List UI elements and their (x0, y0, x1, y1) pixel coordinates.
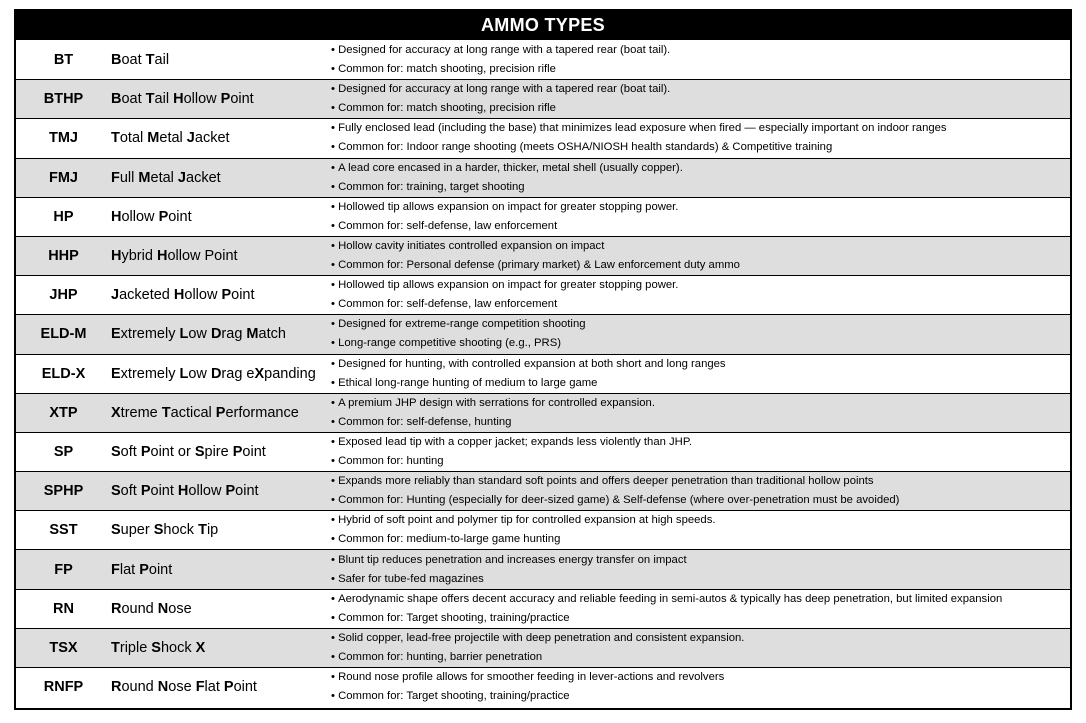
description-line: • Common for: Target shooting, training/practice (331, 609, 1070, 628)
ammo-code: ELD-M (40, 326, 87, 343)
ammo-name-initial: N (157, 600, 169, 617)
ammo-name-rest: ose (168, 600, 192, 617)
ammo-name-initial: R (111, 679, 122, 696)
ammo-name-initial: H (156, 248, 168, 265)
ammo-description (329, 629, 1070, 667)
ammo-name-initial: D (210, 326, 222, 343)
description-line: • Common for: hunting (331, 452, 1070, 471)
description-line: • Common for: Indoor range shooting (meets OSHA/NIOSH health standards) & Competitive training (331, 138, 1070, 157)
ammo-name-initial: P (232, 443, 243, 460)
ammo-types-chart (14, 9, 1072, 710)
ammo-name-rest: oat (121, 91, 146, 108)
ammo-name-initial: H (173, 91, 184, 108)
ammo-description (329, 472, 1070, 510)
ammo-name-initial: L (179, 365, 189, 382)
ammo-name-rest: ip (206, 522, 219, 539)
ammo-name-initial: M (147, 130, 160, 147)
ammo-name-rest: acket (194, 130, 230, 147)
description-line: • Ethical long-range hunting of medium to large game (331, 374, 1070, 393)
ammo-description (329, 668, 1070, 706)
ammo-name (111, 511, 329, 549)
ammo-description (329, 40, 1070, 79)
ammo-description (329, 315, 1070, 353)
ammo-name-rest: xtremely (120, 326, 180, 343)
description-line: • Solid copper, lead-free projectile with deep penetration and consistent expansion. (331, 629, 1070, 648)
ammo-name-rest: ose (168, 679, 196, 696)
ammo-name-initial: X (111, 404, 121, 421)
ammo-row (16, 589, 1070, 628)
description-line: • Designed for extreme-range competition shooting (331, 315, 1070, 334)
ammo-name (111, 159, 329, 197)
description-line: • Designed for hunting, with controlled expansion at both short and long ranges (331, 355, 1070, 374)
ammo-name-initial: S (111, 483, 121, 500)
ammo-name-initial: B (111, 51, 122, 68)
ammo-name-rest: hock (160, 639, 196, 656)
ammo-name-initial: S (111, 522, 121, 539)
ammo-row (16, 40, 1070, 79)
description-line: • Common for: training, target shooting (331, 178, 1070, 197)
ammo-name-rest: oint (168, 208, 192, 225)
ammo-name-rest: etal (159, 130, 187, 147)
description-line: • Common for: match shooting, precision rifle (331, 99, 1070, 118)
ammo-name-rest: oint (230, 91, 254, 108)
description-line: • Designed for accuracy at long range with a tapered rear (boat tail). (331, 41, 1070, 60)
description-line: • Common for: Hunting (especially for deer-sized game) & Self-defense (where over-penetration must be avoided) (331, 491, 1070, 510)
description-line: • Blunt tip reduces penetration and increases energy transfer on impact (331, 551, 1070, 570)
ammo-description (329, 80, 1070, 118)
ammo-code: RNFP (43, 679, 84, 696)
ammo-row (16, 667, 1070, 706)
description-line: • Long-range competitive shooting (e.g., PRS) (331, 334, 1070, 353)
ammo-name-initial: B (111, 91, 122, 108)
ammo-name-initial: T (145, 51, 155, 68)
description-line: • Fully enclosed lead (including the base) that minimizes lead exposure when fired — especially important on indoor ranges (331, 119, 1070, 138)
ammo-code: HP (53, 208, 74, 225)
ammo-name-initial: P (140, 483, 151, 500)
ammo-code: TSX (49, 639, 78, 656)
ammo-row (16, 354, 1070, 393)
ammo-name-rest: etal (150, 169, 178, 186)
ammo-name-initial: M (246, 326, 259, 343)
ammo-name-rest: ollow (183, 91, 221, 108)
ammo-name-rest: Point (204, 248, 238, 265)
ammo-row (16, 549, 1070, 588)
description-line: • Hollowed tip allows expansion on impact for greater stopping power. (331, 198, 1070, 217)
ammo-name-rest: ound (121, 679, 158, 696)
ammo-name-initial: H (111, 248, 122, 265)
ammo-name-rest: ollow (188, 483, 226, 500)
ammo-name-rest: lat (204, 679, 224, 696)
ammo-name-rest: lat (119, 561, 140, 578)
ammo-name-rest: ollow (121, 208, 159, 225)
description-line: • Aerodynamic shape offers decent accuracy and reliable feeding in semi-autos & typically has deep penetration, but limited expansion (331, 590, 1070, 609)
description-line: • Common for: self-defense, law enforcement (331, 295, 1070, 314)
ammo-row (16, 628, 1070, 667)
ammo-name-initial: E (111, 365, 121, 382)
description-line: • Common for: Personal defense (primary market) & Law enforcement duty ammo (331, 256, 1070, 275)
ammo-name-initial: P (225, 483, 236, 500)
ammo-name (111, 472, 329, 510)
ammo-name-rest: ound (121, 600, 158, 617)
ammo-row (16, 158, 1070, 197)
description-line: • Common for: medium-to-large game hunting (331, 530, 1070, 549)
ammo-name-initial: P (221, 287, 232, 304)
ammo-name (111, 80, 329, 118)
ammo-name-initial: T (161, 404, 171, 421)
description-line: • Common for: self-defense, hunting (331, 413, 1070, 432)
ammo-name-initial: S (153, 522, 164, 539)
description-line: • Expands more reliably than standard soft points and offers deeper penetration than traditional hollow points (331, 472, 1070, 491)
ammo-name-rest: rag e (221, 365, 255, 382)
ammo-name-rest: oint (148, 561, 173, 578)
ammo-name (111, 394, 329, 432)
ammo-name-rest: acket (186, 169, 221, 186)
ammo-name-initial: F (195, 679, 205, 696)
ammo-name-initial: X (254, 365, 265, 382)
ammo-name-initial: P (140, 443, 151, 460)
ammo-name-rest: oat (121, 51, 146, 68)
ammo-name-rest: riple (119, 639, 152, 656)
ammo-code: SP (53, 443, 74, 460)
ammo-row (16, 471, 1070, 510)
ammo-description (329, 550, 1070, 588)
ammo-name-initial: M (138, 169, 151, 186)
ammo-row (16, 79, 1070, 118)
description-line: • Round nose profile allows for smoother feeding in lever-actions and revolvers (331, 668, 1070, 687)
ammo-code: FMJ (49, 169, 78, 186)
ammo-name-initial: H (177, 483, 189, 500)
ammo-code: XTP (49, 404, 78, 421)
ammo-name-initial: J (111, 287, 120, 304)
ammo-name (111, 668, 329, 706)
ammo-description (329, 590, 1070, 628)
description-line: • Common for: Target shooting, training/practice (331, 687, 1070, 706)
ammo-name-rest: ull (119, 169, 139, 186)
ammo-name-rest: ail (154, 91, 174, 108)
description-line: • Common for: match shooting, precision rifle (331, 60, 1070, 79)
ammo-row (16, 275, 1070, 314)
ammo-name-rest: xtremely (120, 365, 180, 382)
ammo-name-rest: acketed (119, 287, 174, 304)
ammo-name-rest: ow (188, 365, 211, 382)
ammo-name-initial: T (111, 639, 120, 656)
ammo-name-initial: H (111, 208, 122, 225)
ammo-name-initial: T (111, 130, 120, 147)
description-line: • Exposed lead tip with a copper jacket; expands less violently than JHP. (331, 433, 1070, 452)
ammo-name-initial: P (158, 208, 169, 225)
ammo-name-initial: J (186, 130, 195, 147)
ammo-description (329, 119, 1070, 157)
ammo-name (111, 237, 329, 275)
ammo-name-initial: P (223, 679, 234, 696)
ammo-description (329, 276, 1070, 314)
ammo-name (111, 590, 329, 628)
ammo-name-initial: L (179, 326, 189, 343)
ammo-description (329, 511, 1070, 549)
ammo-name (111, 315, 329, 353)
description-line: • Common for: hunting, barrier penetration (331, 648, 1070, 667)
description-line: • A lead core encased in a harder, thicker, metal shell (usually copper). (331, 159, 1070, 178)
ammo-row (16, 118, 1070, 157)
ammo-code: RN (53, 600, 74, 617)
ammo-name-initial: P (220, 91, 231, 108)
ammo-name-rest: oint or (150, 443, 195, 460)
ammo-name-rest: erformance (225, 404, 299, 421)
ammo-name (111, 198, 329, 236)
ammo-name-rest: ail (154, 51, 170, 68)
ammo-name-initial: S (111, 443, 121, 460)
ammo-name-rest: rag (221, 326, 247, 343)
ammo-name-initial: F (111, 169, 120, 186)
ammo-name-rest: oint (235, 483, 259, 500)
ammo-row (16, 510, 1070, 549)
ammo-name-rest: oint (231, 287, 255, 304)
ammo-name (111, 550, 329, 588)
ammo-name-rest: ybrid (121, 248, 157, 265)
ammo-row (16, 393, 1070, 432)
ammo-code: TMJ (49, 130, 78, 147)
ammo-name-rest: actical (170, 404, 216, 421)
description-line: • Hollowed tip allows expansion on impact for greater stopping power. (331, 276, 1070, 295)
ammo-name-initial: F (111, 561, 120, 578)
ammo-name-rest: oint (150, 483, 178, 500)
ammo-description (329, 394, 1070, 432)
ammo-name-rest: pire (204, 443, 233, 460)
ammo-code: FP (54, 561, 73, 578)
ammo-name-initial: T (198, 522, 207, 539)
description-line: • A premium JHP design with serrations for controlled expansion. (331, 394, 1070, 413)
ammo-row (16, 314, 1070, 353)
ammo-description (329, 198, 1070, 236)
description-line: • Designed for accuracy at long range with a tapered rear (boat tail). (331, 80, 1070, 99)
ammo-row (16, 236, 1070, 275)
ammo-name (111, 433, 329, 471)
ammo-name-rest: atch (258, 326, 286, 343)
ammo-name-rest: oint (233, 679, 257, 696)
ammo-name-rest: ollow (167, 248, 205, 265)
ammo-name-initial: N (157, 679, 169, 696)
ammo-name-rest: treme (120, 404, 162, 421)
ammo-name-initial: E (111, 326, 121, 343)
ammo-name-initial: J (177, 169, 186, 186)
ammo-name (111, 355, 329, 393)
ammo-name-initial: R (111, 600, 122, 617)
ammo-name-rest: oint (242, 443, 266, 460)
ammo-name-rest: hock (163, 522, 199, 539)
ammo-description (329, 433, 1070, 471)
ammo-name-initial: T (145, 91, 155, 108)
ammo-code: SST (49, 522, 78, 539)
chart-title: AMMO TYPES (16, 11, 1070, 40)
ammo-row (16, 432, 1070, 471)
ammo-row (16, 197, 1070, 236)
description-line: • Common for: self-defense, law enforcement (331, 217, 1070, 236)
ammo-name-initial: S (194, 443, 205, 460)
ammo-code: ELD-X (41, 365, 86, 382)
ammo-name-initial: D (210, 365, 222, 382)
ammo-name-initial: P (139, 561, 149, 578)
ammo-name-initial: X (195, 639, 206, 656)
ammo-code: HHP (48, 248, 79, 265)
ammo-name (111, 119, 329, 157)
ammo-code: SPHP (43, 483, 84, 500)
ammo-name-initial: H (173, 287, 185, 304)
ammo-code: JHP (49, 287, 78, 304)
ammo-name-rest: ollow (184, 287, 222, 304)
ammo-description (329, 159, 1070, 197)
ammo-name (111, 629, 329, 667)
ammo-name (111, 40, 329, 79)
ammo-name-initial: P (215, 404, 226, 421)
ammo-name-initial: S (151, 639, 161, 656)
description-line: • Hybrid of soft point and polymer tip for controlled expansion at high speeds. (331, 511, 1070, 530)
ammo-name-rest: otal (119, 130, 148, 147)
ammo-rows (16, 40, 1070, 706)
description-line: • Safer for tube-fed magazines (331, 570, 1070, 589)
ammo-code: BT (53, 51, 74, 68)
ammo-name-rest: oft (120, 443, 141, 460)
ammo-code: BTHP (43, 91, 84, 108)
ammo-name (111, 276, 329, 314)
description-line: • Hollow cavity initiates controlled expansion on impact (331, 237, 1070, 256)
ammo-description (329, 355, 1070, 393)
ammo-description (329, 237, 1070, 275)
ammo-name-rest: ow (188, 326, 211, 343)
ammo-name-rest: oft (120, 483, 141, 500)
ammo-name-rest: uper (120, 522, 154, 539)
ammo-name-rest: panding (264, 365, 316, 382)
